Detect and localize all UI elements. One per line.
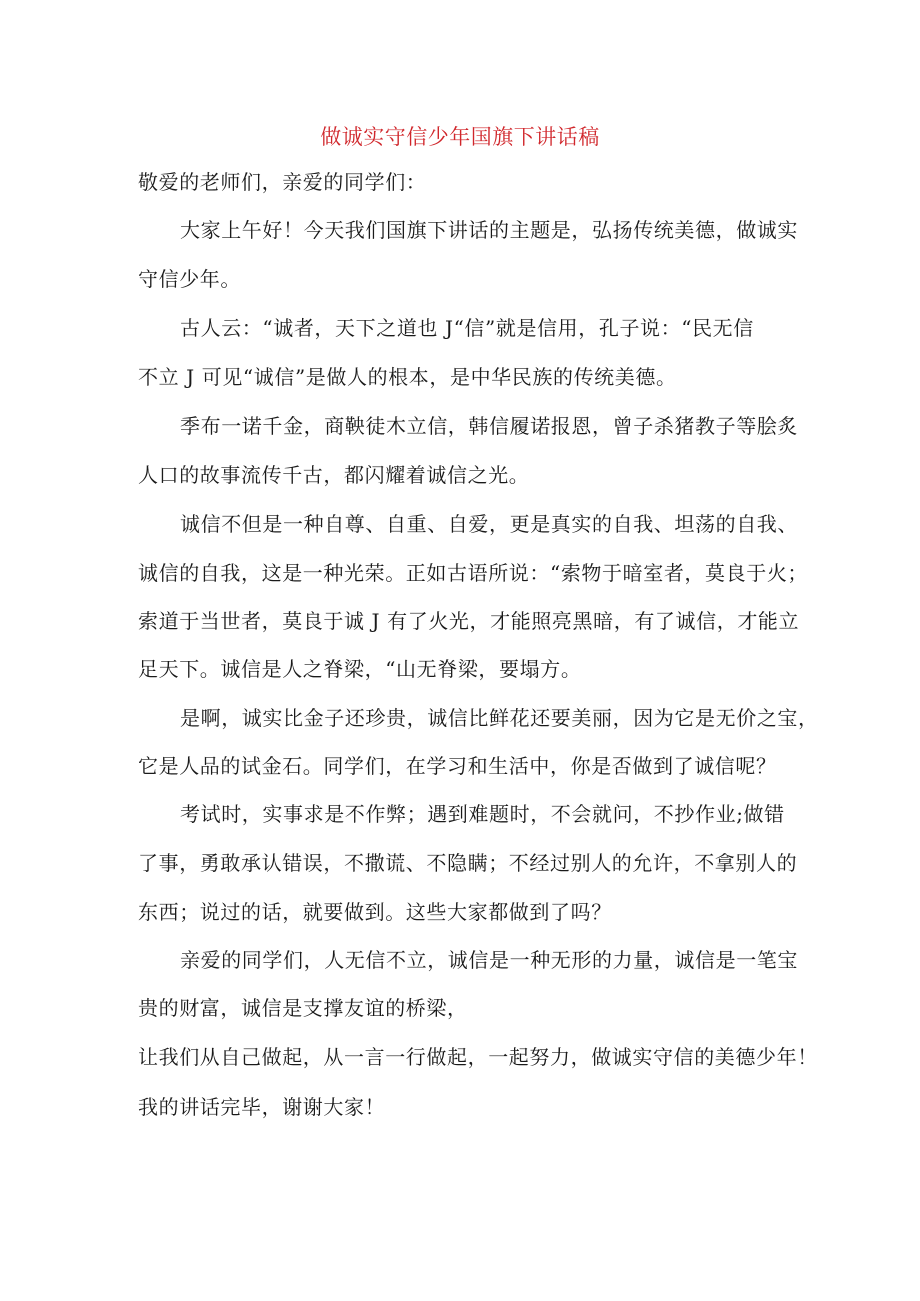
body-line: 了事，勇敢承认错误，不撒谎、不隐瞒；不经过别人的允许，不拿别人的	[138, 851, 798, 875]
body-line: 是啊，诚实比金子还珍贵，诚信比鲜花还要美丽，因为它是无价之宝，	[180, 706, 819, 730]
body-line: 它是人品的试金石。同学们，在学习和生活中，你是否做到了诚信呢？	[138, 754, 777, 778]
body-line: 让我们从自己做起，从一言一行做起，一起努力，做诚实守信的美德少年！	[138, 1045, 818, 1069]
body-line: 守信少年。	[138, 267, 241, 291]
body-line: 考试时，实事求是不作弊；遇到难题时，不会就问，不抄作业;做错	[180, 802, 785, 826]
body-line: 索道于当世者，莫良于诚 J 有了火光，才能照亮黑暗，有了诚信，才能立	[138, 609, 800, 633]
body-line: 古人云：“诚者，天下之道也 J“信”就是信用，孔子说：“民无信	[180, 316, 754, 340]
body-line: 大家上午好！今天我们国旗下讲话的主题是，弘扬传统美德，做诚实	[180, 218, 798, 242]
body-line: 人口的故事流传千古，都闪耀着诚信之光。	[138, 463, 530, 487]
body-line: 足天下。诚信是人之脊梁，“山无脊梁，要塌方。	[138, 657, 582, 681]
body-line: 诚信的自我，这是一种光荣。正如古语所说：“索物于暗室者，莫良于火；	[138, 561, 809, 585]
closing-line: 我的讲话完毕，谢谢大家！	[138, 1095, 386, 1119]
body-line: 不立 J 可见“诚信”是做人的根本，是中华民族的传统美德。	[138, 365, 677, 389]
body-line: 诚信不但是一种自尊、自重、自爱，更是真实的自我、坦荡的自我、	[180, 512, 798, 536]
body-line: 季布一诺千金，商鞅徒木立信，韩信履诺报恩，曾子杀猪教子等脍炙	[180, 414, 798, 438]
document-title: 做诚实守信少年国旗下讲话稿	[320, 125, 600, 149]
body-line: 贵的财富，诚信是支撑友谊的桥梁，	[138, 996, 468, 1020]
body-line: 亲爱的同学们，人无信不立，诚信是一种无形的力量，诚信是一笔宝	[180, 948, 798, 972]
body-line: 东西；说过的话，就要做到。这些大家都做到了吗？	[138, 900, 612, 924]
salutation-line: 敬爱的老师们，亲爱的同学们：	[138, 170, 427, 194]
